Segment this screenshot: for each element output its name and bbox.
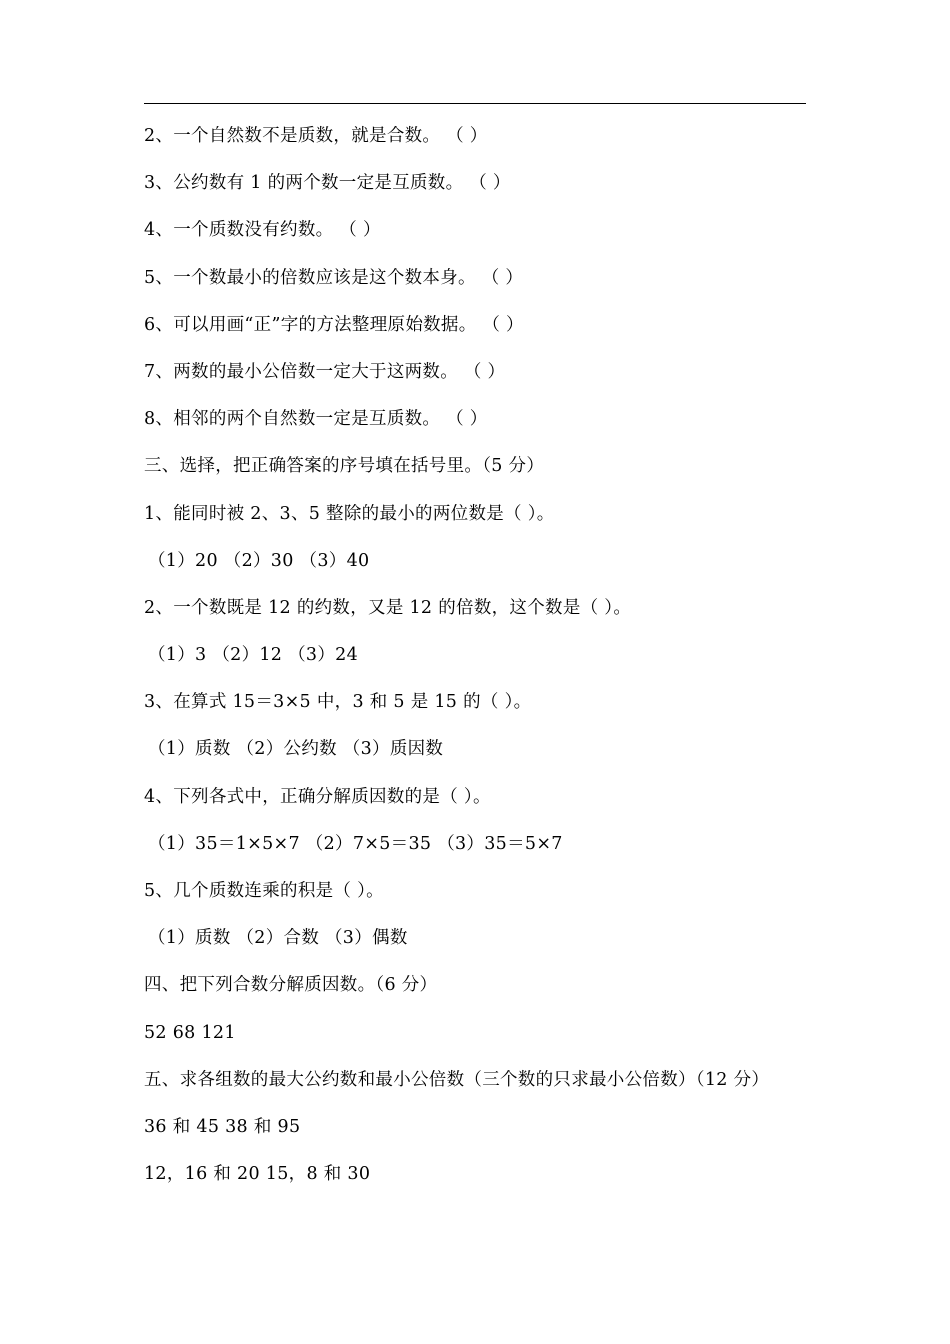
choice-options-5: （1）质数 （2）合数 （3）偶数	[148, 928, 408, 949]
choice-question-5: 5、几个质数连乘的积是（ ）。	[144, 881, 384, 901]
tf-item-3: 3、公约数有 1 的两个数一定是互质数。 （ ）	[144, 173, 511, 194]
section-4-heading: 四、把下列合数分解质因数。（6 分）	[144, 975, 438, 996]
document-body	[144, 122, 824, 1207]
tf-item-2: 2、一个自然数不是质数，就是合数。 （ ）	[144, 126, 488, 146]
section-3-heading: 三、选择，把正确答案的序号填在括号里。（5 分）	[144, 456, 545, 477]
choice-question-4: 4、下列各式中，正确分解质因数的是（ ）。	[144, 786, 491, 807]
choice-options-2: （1）3 （2）12 （3）24	[148, 645, 358, 666]
tf-item-4: 4、一个质数没有约数。 （ ）	[144, 220, 381, 241]
tf-item-8: 8、相邻的两个自然数一定是互质数。 （ ）	[144, 409, 488, 430]
tf-item-5: 5、一个数最小的倍数应该是这个数本身。 （ ）	[144, 267, 524, 288]
section-5-group-1: 36 和 45 38 和 95	[144, 1116, 301, 1137]
header-rule	[144, 103, 806, 104]
section-5-heading: 五、求各组数的最大公约数和最小公倍数（三个数的只求最小公倍数）（12 分）	[144, 1069, 770, 1090]
choice-question-2: 2、一个数既是 12 的约数，又是 12 的倍数，这个数是（ ）。	[144, 597, 632, 618]
tf-item-6: 6、可以用画“正”字的方法整理原始数据。 （ ）	[144, 314, 524, 335]
section-5-group-2: 12，16 和 20 15，8 和 30	[144, 1164, 371, 1185]
choice-options-4: （1）35＝1×5×7 （2）7×5＝35 （3）35＝5×7	[148, 833, 563, 854]
section-4-numbers: 52 68 121	[144, 1022, 236, 1043]
choice-options-1: （1）20 （2）30 （3）40	[148, 550, 370, 571]
choice-options-3: （1）质数 （2）公约数 （3）质因数	[148, 739, 444, 760]
choice-question-1: 1、能同时被 2、3、5 整除的最小的两位数是（ ）。	[144, 503, 555, 524]
choice-question-3: 3、在算式 15＝3×5 中，3 和 5 是 15 的（ ）。	[144, 692, 532, 713]
tf-item-7: 7、两数的最小公倍数一定大于这两数。 （ ）	[144, 361, 506, 382]
